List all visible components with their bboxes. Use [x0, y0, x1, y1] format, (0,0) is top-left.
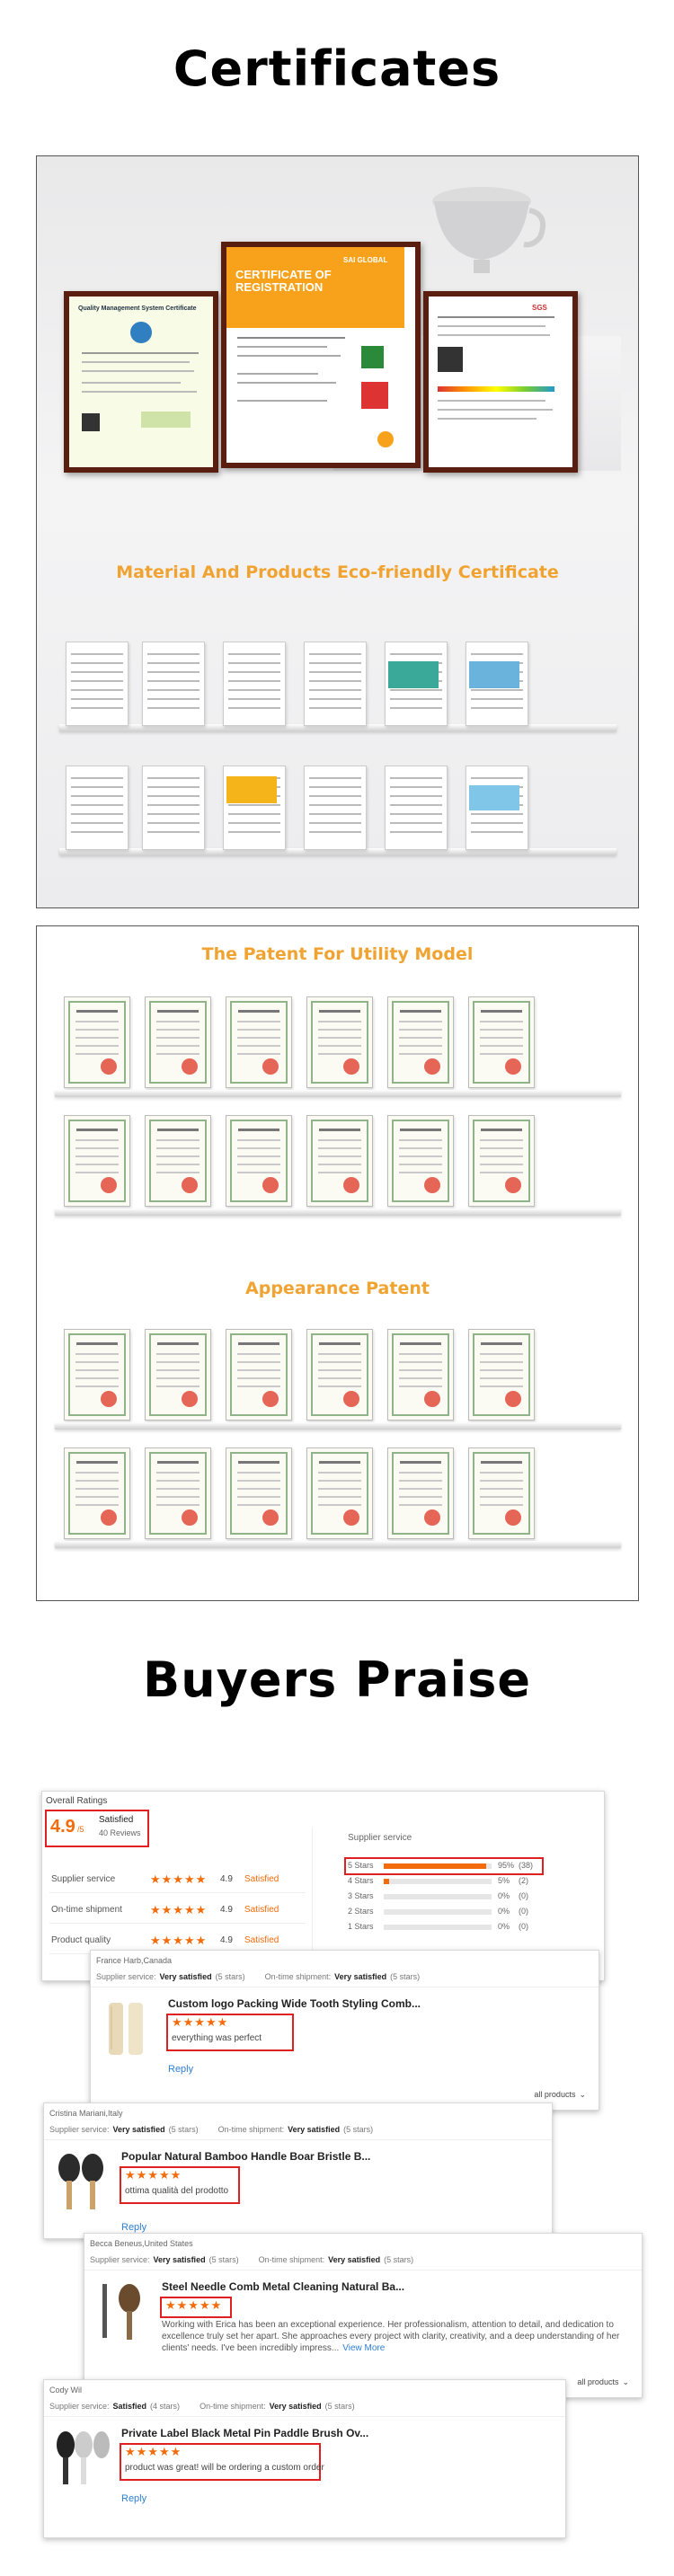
product-thumbnail-icon[interactable] — [49, 2148, 112, 2213]
eco-document — [223, 642, 286, 726]
reviewer-name: Cristina Mariani,Italy — [49, 2109, 123, 2118]
patent-certificate — [306, 1115, 373, 1207]
star-distribution-label: 5 Stars — [348, 1861, 374, 1870]
review-stars: ★★★★★ — [125, 2445, 182, 2458]
review-meta-shipment-label: On-time shipment: — [264, 1972, 332, 1981]
rating-row-value: 4.9 — [220, 1935, 233, 1945]
asi-logo — [361, 382, 388, 409]
overall-ratings-label: Overall Ratings — [46, 1796, 108, 1806]
review-meta-service-stars: (5 stars) — [208, 2255, 239, 2264]
patent-certificate — [64, 1329, 130, 1421]
certificates-heading: Certificates — [173, 40, 501, 97]
review-meta-service-label: Supplier service: — [49, 2125, 110, 2134]
sgs-certificate-frame — [423, 291, 578, 473]
patent-certificate — [306, 1447, 373, 1539]
patent-certificate — [145, 1447, 211, 1539]
review-product-link[interactable]: Popular Natural Bamboo Handle Boar Bristle B... — [121, 2150, 371, 2163]
review-meta-service-stars: (5 stars) — [168, 2125, 199, 2134]
star-rating-icon: ★★★★★ — [150, 1872, 208, 1886]
patent-certificate — [468, 996, 535, 1088]
chevron-down-icon: ⌄ — [579, 2090, 586, 2099]
product-thumbnail-icon[interactable] — [96, 1996, 159, 2060]
chevron-down-icon: ⌄ — [622, 2377, 629, 2386]
patent-certificate — [468, 1447, 535, 1539]
review-meta-shipment-value: Very satisfied — [328, 2255, 381, 2264]
product-thumbnail-icon[interactable] — [90, 2279, 153, 2343]
eco-document — [142, 642, 205, 726]
patent-certificate — [468, 1115, 535, 1207]
certificates-panel — [36, 155, 639, 908]
star-distribution-percent: 95% — [498, 1861, 515, 1870]
appearance-patent-title: Appearance Patent — [245, 1279, 430, 1298]
review-comment — [162, 2319, 629, 2354]
patent-certificate — [145, 996, 211, 1088]
rating-row-value: 4.9 — [220, 1905, 233, 1915]
eco-document-image — [388, 661, 439, 688]
star-distribution-percent: 0% — [498, 1922, 510, 1931]
rating-row-status: Satisfied — [244, 1935, 279, 1945]
star-distribution-count: (0) — [519, 1907, 528, 1916]
rating-row-label: On-time shipment — [51, 1905, 122, 1915]
star-distribution-label: 1 Stars — [348, 1922, 374, 1931]
shelf — [55, 1541, 621, 1548]
star-distribution-bar — [384, 1925, 492, 1930]
star-distribution-percent: 5% — [498, 1876, 510, 1885]
reviews-count: 40 Reviews — [99, 1828, 141, 1837]
review-stars: ★★★★★ — [172, 2015, 229, 2029]
review-card — [43, 2102, 553, 2239]
star-distribution-count: (2) — [519, 1876, 528, 1885]
review-meta-service-label: Supplier service: — [90, 2255, 150, 2264]
review-product-link[interactable]: Private Label Black Metal Pin Paddle Brush Ov... — [121, 2427, 369, 2439]
star-distribution-percent: 0% — [498, 1907, 510, 1916]
review-meta — [90, 2255, 417, 2264]
all-products-label: all products — [534, 2090, 576, 2099]
review-comment-text: Working with Erica has been an exceptional experience. Her professionalism, attention to detail, and dedication to excellence truly set her apart. She approaches every project with clarity, creativity, and a deep understanding of her clients' needs. I've been incredibly impress... — [162, 2320, 620, 2353]
review-card — [84, 2233, 643, 2398]
review-meta-shipment-stars: (5 stars) — [324, 2402, 355, 2411]
reviewer-name: Cody Wil — [49, 2386, 83, 2395]
patent-certificate — [226, 1329, 292, 1421]
patent-certificate — [226, 1115, 292, 1207]
review-meta — [49, 2402, 359, 2411]
eco-document — [304, 766, 367, 850]
patent-certificate — [64, 1115, 130, 1207]
all-products-label: all products — [577, 2377, 619, 2386]
rating-row-status: Satisfied — [244, 1874, 279, 1884]
star-distribution-count: (38) — [519, 1861, 534, 1870]
shelf — [55, 1090, 621, 1097]
patent-certificate — [226, 1447, 292, 1539]
review-meta-shipment-stars: (5 stars) — [384, 2255, 414, 2264]
eco-document — [142, 766, 205, 850]
patent-certificate — [468, 1329, 535, 1421]
review-meta — [96, 1972, 423, 1981]
eco-document — [385, 766, 448, 850]
registration-certificate-frame — [221, 242, 421, 468]
rating-row-status: Satisfied — [244, 1905, 279, 1915]
trophy-icon — [414, 174, 549, 282]
review-meta-shipment-value: Very satisfied — [334, 1972, 387, 1981]
eco-document-cover — [226, 776, 277, 803]
rating-row-label: Supplier service — [51, 1874, 116, 1884]
star-distribution-bar — [384, 1879, 492, 1884]
review-product-link[interactable]: Custom logo Packing Wide Tooth Styling Comb... — [168, 1997, 421, 2010]
product-thumbnail-icon[interactable] — [49, 2425, 112, 2490]
review-meta-shipment-value: Very satisfied — [288, 2125, 341, 2134]
patent-certificate — [226, 996, 292, 1088]
utility-patent-title: The Patent For Utility Model — [201, 944, 474, 964]
review-stars: ★★★★★ — [165, 2298, 223, 2312]
review-comment: ottima qualità del prodotto — [125, 2186, 229, 2196]
star-distribution-label: 4 Stars — [348, 1876, 374, 1885]
fsc-logo — [361, 346, 384, 368]
buyers-praise-heading: Buyers Praise — [143, 1651, 531, 1708]
eco-document-image — [469, 785, 519, 810]
review-meta-service-value: Satisfied — [112, 2402, 147, 2411]
patent-certificate — [306, 996, 373, 1088]
reply-link[interactable]: Reply — [121, 2222, 147, 2233]
eco-document — [304, 642, 367, 726]
review-stars: ★★★★★ — [125, 2168, 182, 2182]
reply-link[interactable]: Reply — [168, 2064, 194, 2075]
sgs-logo: SGS — [532, 304, 547, 312]
patent-certificate — [387, 1447, 454, 1539]
review-meta-shipment-stars: (5 stars) — [343, 2125, 374, 2134]
overall-score: 4.9 — [50, 1817, 75, 1837]
patent-certificate — [64, 996, 130, 1088]
all-products-dropdown[interactable] — [534, 2090, 586, 2100]
review-meta-service-label: Supplier service: — [49, 2402, 110, 2411]
patent-certificate — [145, 1115, 211, 1207]
reviewer-name: France Harb,Canada — [96, 1956, 173, 1965]
rating-row-label: Product quality — [51, 1935, 111, 1945]
review-product-link[interactable]: Steel Needle Comb Metal Cleaning Natural Ba... — [162, 2280, 405, 2293]
eco-document-image — [469, 661, 519, 688]
review-meta-shipment-label: On-time shipment: — [200, 2402, 266, 2411]
review-meta — [49, 2125, 377, 2134]
star-distribution-bar — [384, 1863, 492, 1869]
shelf — [55, 1208, 621, 1216]
star-distribution-label: 2 Stars — [348, 1907, 374, 1916]
review-card — [90, 1950, 599, 2111]
quality-certificate-title: Quality Management System Certificate — [78, 305, 197, 312]
review-meta-shipment-label: On-time shipment: — [217, 2125, 285, 2134]
service-label: Supplier service — [348, 1833, 412, 1843]
star-rating-icon: ★★★★★ — [150, 1903, 208, 1917]
shelf — [55, 1422, 621, 1430]
reviewer-name: Becca Beneus,United States — [90, 2239, 193, 2248]
patents-panel — [36, 925, 639, 1601]
reply-link[interactable]: Reply — [121, 2493, 147, 2504]
star-distribution-count: (0) — [519, 1922, 528, 1931]
star-distribution-percent: 0% — [498, 1891, 510, 1900]
registration-certificate-title: CERTIFICATE OF REGISTRATION — [235, 268, 332, 294]
all-products-dropdown[interactable] — [577, 2377, 629, 2387]
score-suffix: /5 — [77, 1825, 84, 1834]
review-meta-service-value: Very satisfied — [159, 1972, 212, 1981]
eco-document — [66, 642, 129, 726]
cert-seal-icon — [130, 322, 152, 343]
patent-certificate — [387, 1115, 454, 1207]
review-meta-service-stars: (4 stars) — [150, 2402, 181, 2411]
star-rating-icon: ★★★★★ — [150, 1934, 208, 1947]
eco-document — [66, 766, 129, 850]
rating-row-value: 4.9 — [220, 1874, 233, 1884]
review-card — [43, 2379, 566, 2538]
review-comment: product was great! will be ordering a custom order — [125, 2463, 324, 2473]
satisfied-label: Satisfied — [99, 1815, 134, 1825]
review-meta-shipment-label: On-time shipment: — [258, 2255, 325, 2264]
star-distribution-bar — [384, 1894, 492, 1899]
quality-certificate-frame — [64, 291, 218, 473]
star-distribution-count: (0) — [519, 1891, 528, 1900]
patent-certificate — [145, 1329, 211, 1421]
patent-certificate — [64, 1447, 130, 1539]
review-meta-service-value: Very satisfied — [112, 2125, 165, 2134]
patent-certificate — [387, 996, 454, 1088]
patent-certificate — [306, 1329, 373, 1421]
patent-certificate — [387, 1329, 454, 1421]
eco-certificate-title: Material And Products Eco-friendly Certificate — [116, 562, 559, 582]
star-distribution-label: 3 Stars — [348, 1891, 374, 1900]
star-distribution-bar — [384, 1909, 492, 1915]
review-meta-shipment-stars: (5 stars) — [390, 1972, 421, 1981]
review-meta-service-value: Very satisfied — [153, 2255, 206, 2264]
review-meta-shipment-value: Very satisfied — [269, 2402, 322, 2411]
review-meta-service-stars: (5 stars) — [215, 1972, 245, 1981]
score-highlight — [45, 1810, 149, 1847]
review-comment: everything was perfect — [172, 2033, 262, 2043]
view-more-link[interactable]: View More — [342, 2343, 386, 2353]
review-meta-service-label: Supplier service: — [96, 1972, 156, 1981]
sai-global-logo: SAI GLOBAL — [343, 256, 388, 264]
